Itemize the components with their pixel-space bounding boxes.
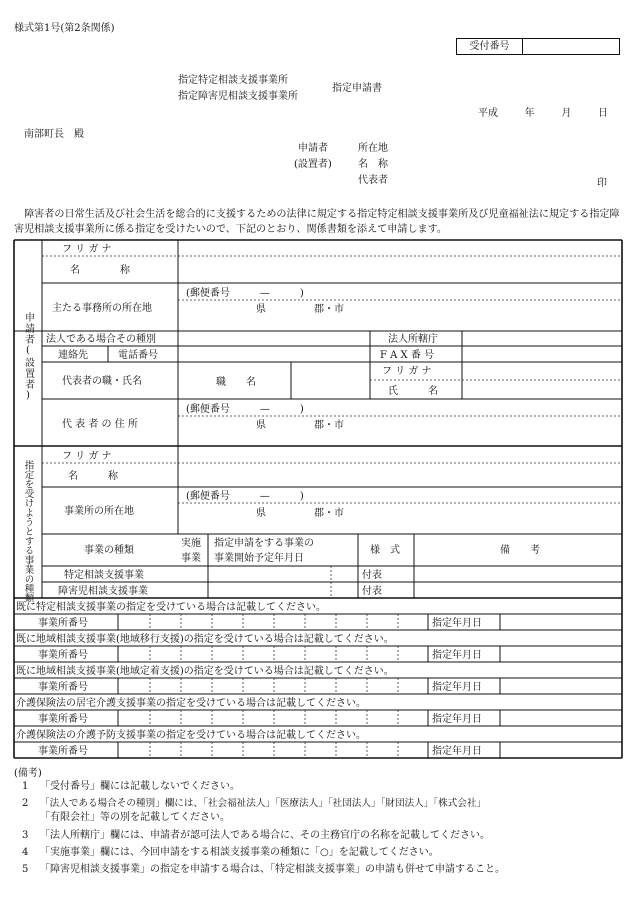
service-2-label: 障害児相談支援事業 <box>58 586 148 597</box>
rep-title-label: 職 名 <box>216 377 256 388</box>
start-date-header-1: 指定申請をする事業の <box>214 538 314 549</box>
prior-5-date-label: 指定年月日 <box>432 746 482 757</box>
service-2-attached: 付表 <box>362 586 382 597</box>
business-furigana-label: フ リ ガ ナ <box>62 451 112 462</box>
phone-label: 電話番号 <box>118 350 158 361</box>
prior-2-date-label: 指定年月日 <box>432 650 482 661</box>
start-date-header-2: 事業開始予定年月日 <box>214 553 304 564</box>
prior-3-date-label: 指定年月日 <box>432 682 482 693</box>
date-era: 平成 <box>478 108 498 119</box>
prior-4-date-label: 指定年月日 <box>432 714 482 725</box>
remarks-header: 備 考 <box>500 545 540 556</box>
contact-label: 連絡先 <box>58 350 88 361</box>
applicant-sublabel: (設置者) <box>294 159 332 170</box>
prior-5-office-no: 事業所番号 <box>38 746 88 757</box>
note-2 <box>22 797 622 825</box>
service-1-label: 特定相談支援事業 <box>64 570 144 581</box>
prior-4-text: 介護保険法の居宅介護支援事業の指定を受けている場合は記載してください。 <box>16 698 366 709</box>
group-business-label: 指定を受けようとする事業の種類 <box>22 460 34 603</box>
addressee: 南部町長 殿 <box>24 129 84 140</box>
form-number: 様式第1号(第2条関係) <box>14 23 115 34</box>
note-1-number: 1 <box>22 781 29 792</box>
prior-1-office-no: 事業所番号 <box>38 618 88 629</box>
office-location-postal: (郵便番号 — ) <box>186 491 304 502</box>
name-label: 名 称 <box>70 265 130 276</box>
prior-4-office-no: 事業所番号 <box>38 714 88 725</box>
style-header: 様 式 <box>370 545 400 556</box>
seal-mark: 印 <box>597 178 607 189</box>
business-name-label: 名 称 <box>68 471 118 482</box>
intro-paragraph: 障害者の日常生活及び社会生活を総合的に支援するための法律に規定する指定特定相談支援事業所及び児童福祉法に規定する指定障害児相談支援事業所に係る指定を受けたいので、下記のとおり、関係書類を添えて申請します。 <box>14 209 620 235</box>
implement-header-2: 事業 <box>181 553 201 564</box>
note-5 <box>22 863 622 877</box>
note-4 <box>22 846 622 860</box>
main-office-pref: 県 <box>256 304 266 315</box>
fax-label: F A X 番 号 <box>380 350 434 361</box>
furigana-label: フ リ ガ ナ <box>62 244 112 255</box>
date-day: 日 <box>597 108 608 119</box>
rep-title-name-label: 代表者の職・氏名 <box>62 376 142 387</box>
rep-address-pref: 県 <box>256 420 266 431</box>
rep-address-county-city: 郡・市 <box>314 420 344 431</box>
rep-address-postal: (郵便番号 — ) <box>186 404 304 415</box>
title-line2: 指定障害児相談支援事業所 <box>178 91 298 102</box>
group-applicant-label: 申請者(設置者) <box>22 312 34 402</box>
corp-office-label: 法人所轄庁 <box>388 334 438 345</box>
prior-2-office-no: 事業所番号 <box>38 650 88 661</box>
prior-3-office-no: 事業所番号 <box>38 682 88 693</box>
applicant-label: 申請者 <box>298 143 328 154</box>
applicant-name-label: 名 称 <box>358 159 388 170</box>
page-title: 指定申請書 <box>332 83 382 94</box>
corp-type-label: 法人である場合その種別 <box>46 334 156 345</box>
date-month: 月 <box>561 108 572 119</box>
main-office-label: 主たる事務所の所在地 <box>52 303 152 314</box>
note-5-text: 「障害児相談支援事業」の指定を申請する場合は、「特定相談支援事業」の申請も併せて申請すること。 <box>40 864 505 875</box>
implement-header-1: 実施 <box>181 538 201 549</box>
office-location-county-city: 郡・市 <box>314 508 344 519</box>
business-type-header: 事業の種類 <box>84 545 134 556</box>
note-1-text: 「受付番号」欄には記載しないでください。 <box>40 781 240 792</box>
rep-person-name-label: 氏 名 <box>388 386 438 397</box>
note-2-number: 2 <box>22 798 29 809</box>
note-1 <box>22 780 622 794</box>
note-3 <box>22 829 622 843</box>
note-2-continuation: 「有限会社」等の別を記載してください。 <box>40 812 230 823</box>
main-office-county-city: 郡・市 <box>314 304 344 315</box>
note-4-text: 「実施事業」欄には、今回申請をする相談支援事業の種類に「○」を記載してください。 <box>40 847 439 858</box>
prior-1-text: 既に特定相談支援事業の指定を受けている場合は記載してください。 <box>16 602 326 613</box>
prior-5-text: 介護保険法の介護予防支援事業の指定を受けている場合は記載してください。 <box>16 730 366 741</box>
receipt-number-label: 受付番号 <box>457 39 523 54</box>
office-location-label: 事業所の所在地 <box>64 506 134 517</box>
applicant-location-label: 所在地 <box>358 143 388 154</box>
service-1-attached: 付表 <box>362 570 382 581</box>
note-5-number: 5 <box>22 864 29 875</box>
prior-1-date-label: 指定年月日 <box>432 618 482 629</box>
office-location-pref: 県 <box>256 508 266 519</box>
notes-heading: (備考) <box>14 768 42 779</box>
prior-3-text: 既に地域相談支援事業(地域定着支援)の指定を受けている場合は記載してください。 <box>16 666 394 677</box>
main-office-postal: (郵便番号 — ) <box>186 288 304 299</box>
date-year: 年 <box>524 108 535 119</box>
prior-2-text: 既に地域相談支援事業(地域移行支援)の指定を受けている場合は記載してください。 <box>16 634 394 645</box>
note-3-number: 3 <box>22 830 29 841</box>
rep-furigana-label: フ リ ガ ナ <box>382 366 432 377</box>
applicant-representative-label: 代表者 <box>358 175 388 186</box>
rep-address-label: 代 表 者 の 住 所 <box>62 419 138 430</box>
note-3-text: 「法人所轄庁」欄には、申請者が認可法人である場合に、その主務官庁の名称を記載してください。 <box>40 830 490 841</box>
note-2-text: 「法人である場合その種別」欄には、「社会福祉法人」「医療法人」「社団法人」「財団法人」「株式会社」 <box>40 798 487 809</box>
note-4-number: 4 <box>22 847 29 858</box>
title-line1: 指定特定相談支援事業所 <box>178 75 288 86</box>
